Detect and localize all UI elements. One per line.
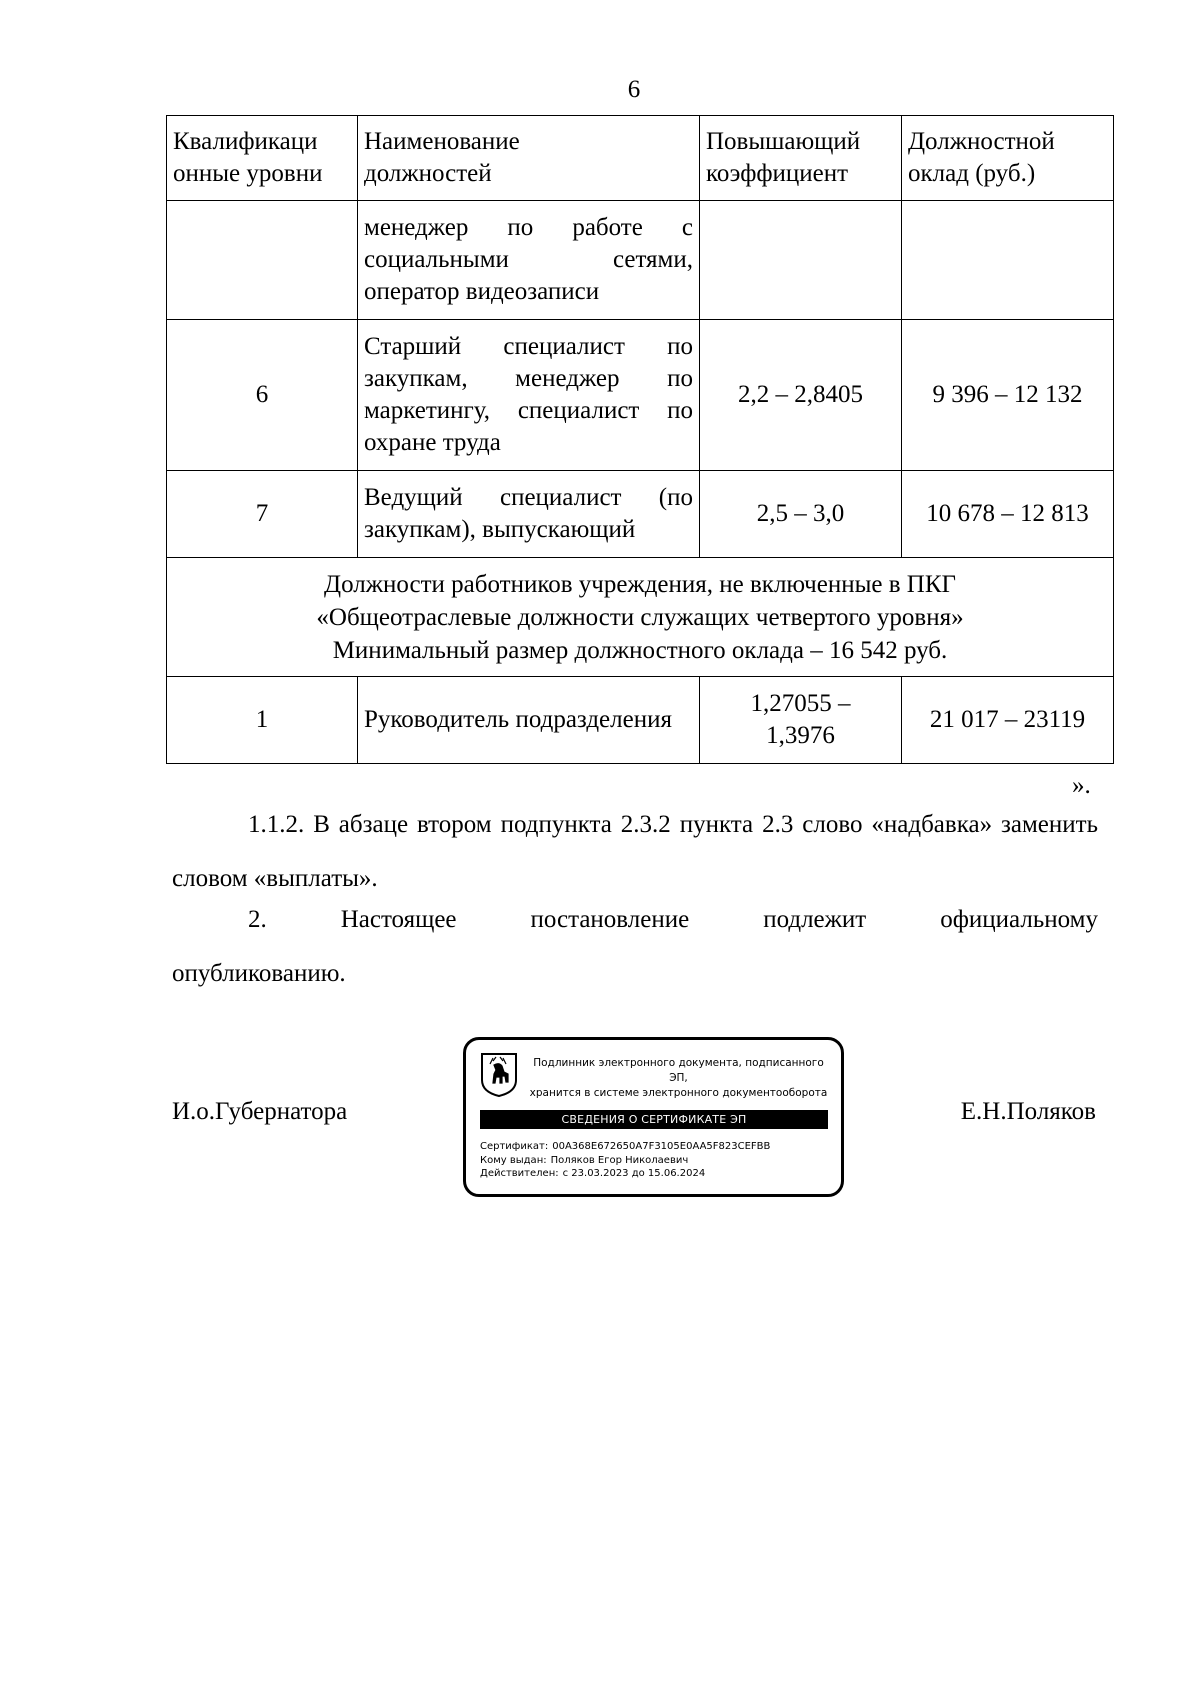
positions-cell: Руководитель подразделения: [358, 677, 700, 764]
stamp-certificate-info: [480, 1140, 774, 1181]
salary-cell: 9 396 – 12 132: [902, 320, 1114, 471]
positions-cell: Ведущий специалист (по закупкам), выпускающий: [358, 471, 700, 558]
positions-cell: Старший специалист по закупкам, менеджер по маркетингу, специалист по охране труда: [358, 320, 700, 471]
coefficient-cell: 2,5 – 3,0: [700, 471, 902, 558]
certificate-row: Сертификат: 00A368E672650A7F3105E0AA5F823CEFBB: [480, 1141, 771, 1152]
table-row: [167, 201, 1114, 320]
salary-table: [166, 115, 1114, 764]
valid-row: Действителен: с 23.03.2023 до 15.06.2024: [480, 1168, 706, 1179]
table-row: [167, 320, 1114, 471]
coefficient-cell: 1,27055 – 1,3976: [700, 677, 902, 764]
paragraph-2: 2. Настоящее постановление подлежит официальному опубликованию.: [172, 906, 1098, 987]
header-salary: Должностной оклад (руб.): [902, 116, 1114, 201]
stamp-certificate-heading: СВЕДЕНИЯ О СЕРТИФИКАТЕ ЭП: [480, 1110, 828, 1129]
coefficient-cell: [700, 201, 902, 320]
positions-cell: менеджер по работе с социальными сетями, оператор видеозаписи: [358, 201, 700, 320]
coefficient-cell: 2,2 – 2,8405: [700, 320, 902, 471]
header-qualification-levels: Квалификаци онные уровни: [167, 116, 358, 201]
coat-of-arms-icon: [480, 1052, 518, 1098]
closing-quote: ».: [1072, 772, 1091, 799]
header-coefficient: Повышающий коэффициент: [700, 116, 902, 201]
level-cell: [167, 201, 358, 320]
signatory-name: Е.Н.Поляков: [960, 1098, 1096, 1125]
salary-cell: [902, 201, 1114, 320]
paragraph-1-1-2: 1.1.2. В абзаце втором подпункта 2.3.2 пункта 2.3 слово «надбавка» заменить словом «выплаты».: [172, 811, 1098, 892]
issued-to-row: Кому выдан: Поляков Егор Николаевич: [480, 1154, 689, 1166]
level-cell: 1: [167, 677, 358, 764]
header-position-names: Наименование должностей: [358, 116, 700, 201]
group-header-row: [167, 558, 1114, 677]
stamp-caption: Подлинник электронного документа, подписанного ЭП, хранится в системе электронного документооборота: [529, 1057, 828, 1099]
page-number: 6: [627, 76, 641, 103]
group-header-cell: Должности работников учреждения, не включенные в ПКГ «Общеотраслевые должности служащих четвертого уровня» Минимальный размер должностного оклада – 16 542 руб.: [167, 558, 1114, 677]
salary-cell: 10 678 – 12 813: [902, 471, 1114, 558]
table-header-row: [167, 116, 1114, 201]
signatory-position: И.о.Губернатора: [172, 1098, 348, 1125]
salary-cell: 21 017 – 23119: [902, 677, 1114, 764]
electronic-signature-stamp: [463, 1037, 844, 1197]
level-cell: 7: [167, 471, 358, 558]
level-cell: 6: [167, 320, 358, 471]
table-row: [167, 677, 1114, 764]
table-row: [167, 471, 1114, 558]
